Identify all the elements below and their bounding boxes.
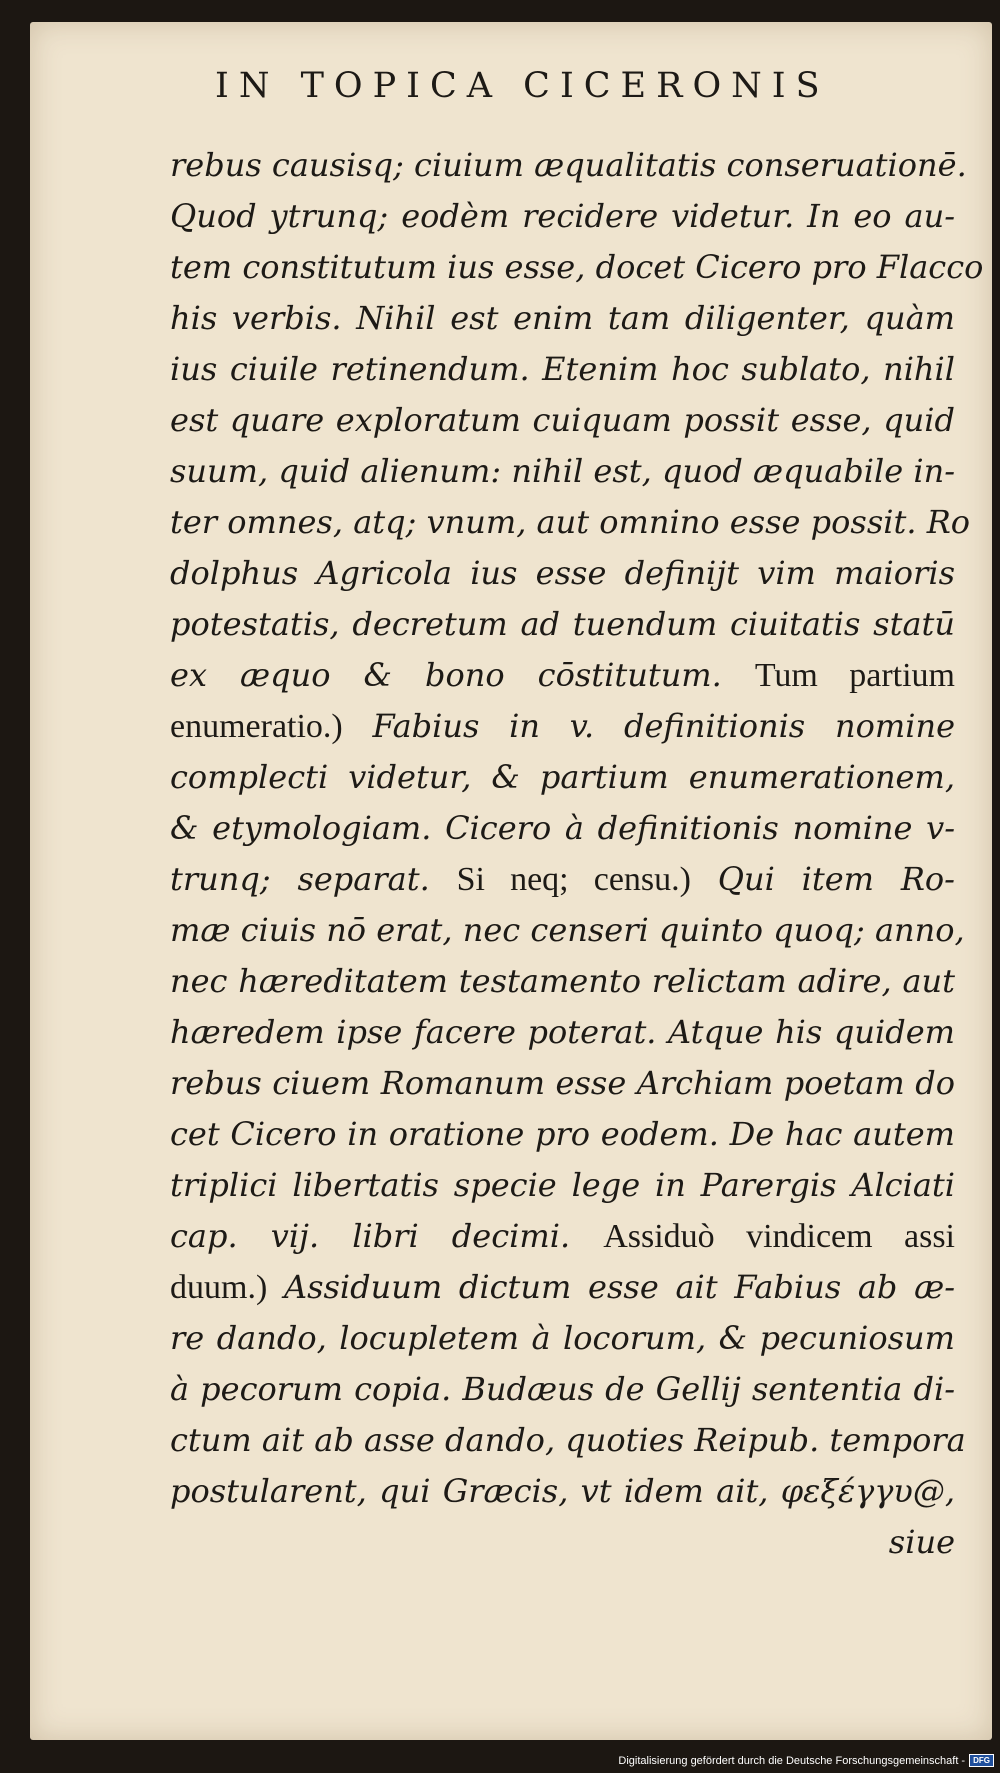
commentary-text: est quare exploratum cuiquam possit esse, quid (170, 401, 955, 439)
commentary-text: nec hæreditatem testamento relictam adire, aut (170, 962, 955, 1000)
text-line (170, 191, 955, 242)
text-line (170, 242, 984, 293)
text-line (170, 752, 955, 803)
commentary-text: complecti videtur, & partium enumerationem, (170, 758, 955, 796)
commentary-text: potestatis, decretum ad tuendum ciuitatis statū (170, 605, 955, 643)
text-line (170, 701, 955, 752)
dfg-logo-icon: DFG (969, 1754, 994, 1767)
text-line (170, 1415, 966, 1466)
commentary-text: ctum ait ab asse dando, quoties Reipub. tempora (170, 1421, 966, 1459)
text-line (170, 1160, 955, 1211)
text-line (170, 956, 955, 1007)
commentary-text: à pecorum copia. Budæus de Gellij sententia di- (170, 1370, 955, 1408)
lemma-text: duum.) (170, 1269, 268, 1306)
commentary-text: rebus causisq; ciuium æqualitatis conseruationē. (170, 146, 967, 184)
commentary-text: Assiduum dictum esse ait Fabius ab æ- (267, 1268, 955, 1306)
commentary-text: tem constitutum ius esse, docet Cicero pro Flacco (170, 248, 984, 286)
text-line (170, 650, 955, 701)
commentary-text: triplici libertatis specie lege in Parergis Alciati (170, 1166, 955, 1204)
commentary-text: re dando, locupletem à locorum, & pecuniosum (170, 1319, 955, 1357)
text-line (170, 1466, 955, 1517)
text-line (170, 905, 965, 956)
text-line (170, 1262, 955, 1313)
text-line (170, 1313, 955, 1364)
text-line (170, 1058, 955, 1109)
text-line (170, 1364, 955, 1415)
commentary-text: dolphus Agricola ius esse definijt vim maioris (170, 554, 955, 592)
commentary-text: suum, quid alienum: nihil est, quod æquabile in- (170, 452, 955, 490)
text-line (170, 446, 955, 497)
text-line (170, 497, 971, 548)
text-line (170, 1211, 955, 1262)
text-line (170, 344, 955, 395)
commentary-text: trunq; separat. (170, 860, 457, 898)
commentary-text: ius ciuile retinendum. Etenim hoc sublato, nihil (170, 350, 955, 388)
text-line (170, 548, 955, 599)
running-header: IN TOPICA CICERONIS (215, 66, 830, 106)
commentary-text: rebus ciuem Romanum esse Archiam poetam do (170, 1064, 955, 1102)
text-line (170, 854, 955, 905)
text-line (170, 293, 955, 344)
lemma-text: Tum partium (754, 657, 955, 694)
credit-text: Digitalisierung gefördert durch die Deutsche Forschungsgemeinschaft - (618, 1754, 966, 1767)
text-line (170, 1517, 955, 1568)
commentary-text: Fabius in v. definitionis nomine (342, 707, 955, 745)
text-line (170, 1109, 955, 1160)
digitization-credit (618, 1754, 994, 1767)
commentary-text: postularent, qui Græcis, vt idem ait, φεξέγγυ@, (170, 1472, 955, 1510)
lemma-text: enumeratio.) (170, 708, 343, 745)
commentary-text: siue (888, 1523, 955, 1561)
commentary-text: his verbis. Nihil est enim tam diligenter, quàm (170, 299, 955, 337)
commentary-text: ter omnes, atq; vnum, aut omnino esse possit. Ro (170, 503, 971, 541)
text-line (170, 599, 955, 650)
text-line (170, 395, 955, 446)
commentary-text: hæredem ipse facere poterat. Atque his quidem (170, 1013, 955, 1051)
commentary-text: ex æquo & bono cōstitutum. (170, 656, 755, 694)
text-line (170, 140, 967, 191)
body-text (170, 140, 984, 1568)
lemma-text: Assiduò vindicem assi (603, 1218, 956, 1255)
lemma-text: Si neq; censu.) (456, 861, 691, 898)
commentary-text: Qui item Ro- (690, 860, 955, 898)
text-line (170, 1007, 955, 1058)
commentary-text: mæ ciuis nō erat, nec censeri quinto quoq; anno, (170, 911, 965, 949)
commentary-text: Quod ytrunq; eodèm recidere videtur. In eo au- (170, 197, 955, 235)
commentary-text: cap. vij. libri decimi. (170, 1217, 604, 1255)
commentary-text: cet Cicero in oratione pro eodem. De hac autem (170, 1115, 955, 1153)
text-line (170, 803, 955, 854)
commentary-text: & etymologiam. Cicero à definitionis nomine v- (170, 809, 955, 847)
